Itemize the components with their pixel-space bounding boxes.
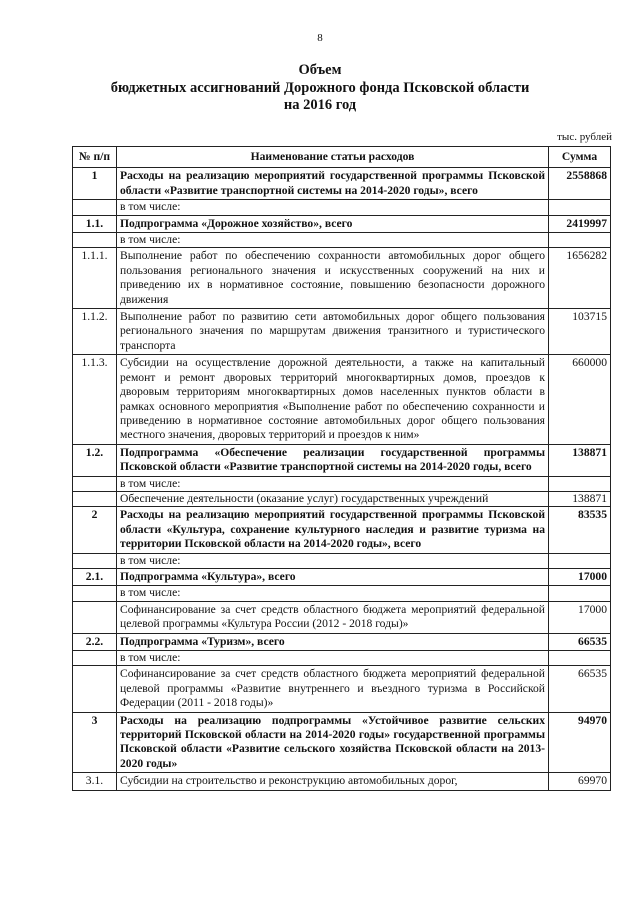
table-row: [73, 666, 611, 712]
table-row: [73, 712, 611, 773]
table-row: [73, 476, 611, 491]
row-description: Расходы на реализацию мероприятий государственной программы Псковской области «Развитие транспортной системы на 2014-2020 годы», всего: [117, 168, 549, 200]
row-number: [73, 586, 117, 601]
row-number: [73, 601, 117, 633]
table-row: [73, 507, 611, 553]
row-description: Субсидии на осуществление дорожной деятельности, а также на капитальный ремонт и ремонт дворовых территорий многоквартирных домов, проездов к дворовым территориям многоквартирных домов населенных пунктов области в рамках основного мероприятия «Выполнение работ по обеспечению сохранности и приведению в нормативное состояние автомобильных дорог общего пользования местного значения, дворовых территорий и проездов к ним»: [117, 355, 549, 444]
row-description: Субсидии на строительство и реконструкцию автомобильных дорог,: [117, 773, 549, 790]
row-sum: [549, 200, 611, 215]
row-sum: 2558868: [549, 168, 611, 200]
table-header-row: [73, 147, 611, 168]
table-body: [73, 168, 611, 790]
row-description: Обеспечение деятельности (оказание услуг) государственных учреждений: [117, 491, 549, 506]
row-sum: 66535: [549, 633, 611, 650]
row-number: [73, 476, 117, 491]
row-number: 2.2.: [73, 633, 117, 650]
row-description: Выполнение работ по развитию сети автомобильных дорог общего пользования регионального значения по маршрутам движения транзитного и туристического транспорта: [117, 309, 549, 355]
row-sum: [549, 651, 611, 666]
table-row: [73, 168, 611, 200]
row-sum: 1656282: [549, 248, 611, 309]
row-sum: 660000: [549, 355, 611, 444]
title-line-3: на 2016 год: [283, 97, 357, 113]
row-number: [73, 666, 117, 712]
table-row: [73, 444, 611, 476]
row-description: в том числе:: [117, 586, 549, 601]
table-row: [73, 248, 611, 309]
row-number: 1.1.2.: [73, 309, 117, 355]
row-sum: 17000: [549, 601, 611, 633]
row-description: в том числе:: [117, 553, 549, 568]
table-row: [73, 773, 611, 790]
header-num: № п/п: [73, 147, 117, 168]
table-row: [73, 233, 611, 248]
row-number: 1.1.: [73, 215, 117, 232]
row-number: 3: [73, 712, 117, 773]
table-row: [73, 601, 611, 633]
row-description: в том числе:: [117, 476, 549, 491]
header-name: Наименование статьи расходов: [117, 147, 549, 168]
title-line-2: бюджетных ассигнований Дорожного фонда Псковской области: [110, 79, 530, 96]
row-sum: [549, 233, 611, 248]
row-description: Выполнение работ по обеспечению сохранности автомобильных дорог общего пользования регионального значения и искусственных сооружений на них и приведению их в нормативное состояние, повышению безопасности дорожного движения: [117, 248, 549, 309]
row-number: [73, 233, 117, 248]
row-description: Подпрограмма «Обеспечение реализации государственной программы Псковской области «Развитие транспортной системы на 2014-2020 годы, всего: [117, 444, 549, 476]
row-number: 2: [73, 507, 117, 553]
row-description: Подпрограмма «Туризм», всего: [117, 633, 549, 650]
table-row: [73, 586, 611, 601]
table-row: [73, 309, 611, 355]
row-description: в том числе:: [117, 200, 549, 215]
table-row: [73, 200, 611, 215]
row-number: 1.2.: [73, 444, 117, 476]
budget-table: [72, 146, 611, 791]
table-row: [73, 491, 611, 506]
row-sum: 2419997: [549, 215, 611, 232]
title-line-1: Объем: [298, 62, 342, 78]
row-number: 2.1.: [73, 568, 117, 585]
row-sum: [549, 476, 611, 491]
row-number: 3.1.: [73, 773, 117, 790]
row-description: Подпрограмма «Культура», всего: [117, 568, 549, 585]
row-sum: 69970: [549, 773, 611, 790]
table-row: [73, 215, 611, 232]
row-number: [73, 491, 117, 506]
table-row: [73, 355, 611, 444]
table-row: [73, 651, 611, 666]
row-sum: 103715: [549, 309, 611, 355]
row-description: в том числе:: [117, 651, 549, 666]
table-row: [73, 568, 611, 585]
row-description: Софинансирование за счет средств областного бюджета мероприятий федеральной целевой программы «Развитие внутреннего и въездного туризма в Российской Федерации (2011 - 2018 годы)»: [117, 666, 549, 712]
row-number: [73, 651, 117, 666]
row-description: Расходы на реализацию подпрограммы «Устойчивое развитие сельских территорий Псковской области на 2014-2020 годы» государственной программы Псковской области «Развитие сельского хозяйства Псковской области на 2013-2020 годы»: [117, 712, 549, 773]
row-sum: 138871: [549, 444, 611, 476]
row-sum: [549, 553, 611, 568]
table-row: [73, 633, 611, 650]
page-number: 8: [317, 32, 323, 44]
row-description: Софинансирование за счет средств областного бюджета мероприятий федеральной целевой программы «Культура России (2012 - 2018 годы)»: [117, 601, 549, 633]
row-sum: 17000: [549, 568, 611, 585]
row-sum: 66535: [549, 666, 611, 712]
units-label: тыс. рублей: [557, 131, 612, 143]
row-sum: 83535: [549, 507, 611, 553]
row-number: 1: [73, 168, 117, 200]
header-sum: Сумма: [549, 147, 611, 168]
row-sum: 94970: [549, 712, 611, 773]
row-number: 1.1.3.: [73, 355, 117, 444]
row-number: 1.1.1.: [73, 248, 117, 309]
table-row: [73, 553, 611, 568]
row-number: [73, 200, 117, 215]
row-sum: [549, 586, 611, 601]
row-sum: 138871: [549, 491, 611, 506]
row-description: Расходы на реализацию мероприятий государственной программы Псковской области «Культура, сохранение культурного наследия и развитие туризма на территории Псковской области на 2014-2020 годы», всего: [117, 507, 549, 553]
row-description: Подпрограмма «Дорожное хозяйство», всего: [117, 215, 549, 232]
row-number: [73, 553, 117, 568]
row-description: в том числе:: [117, 233, 549, 248]
